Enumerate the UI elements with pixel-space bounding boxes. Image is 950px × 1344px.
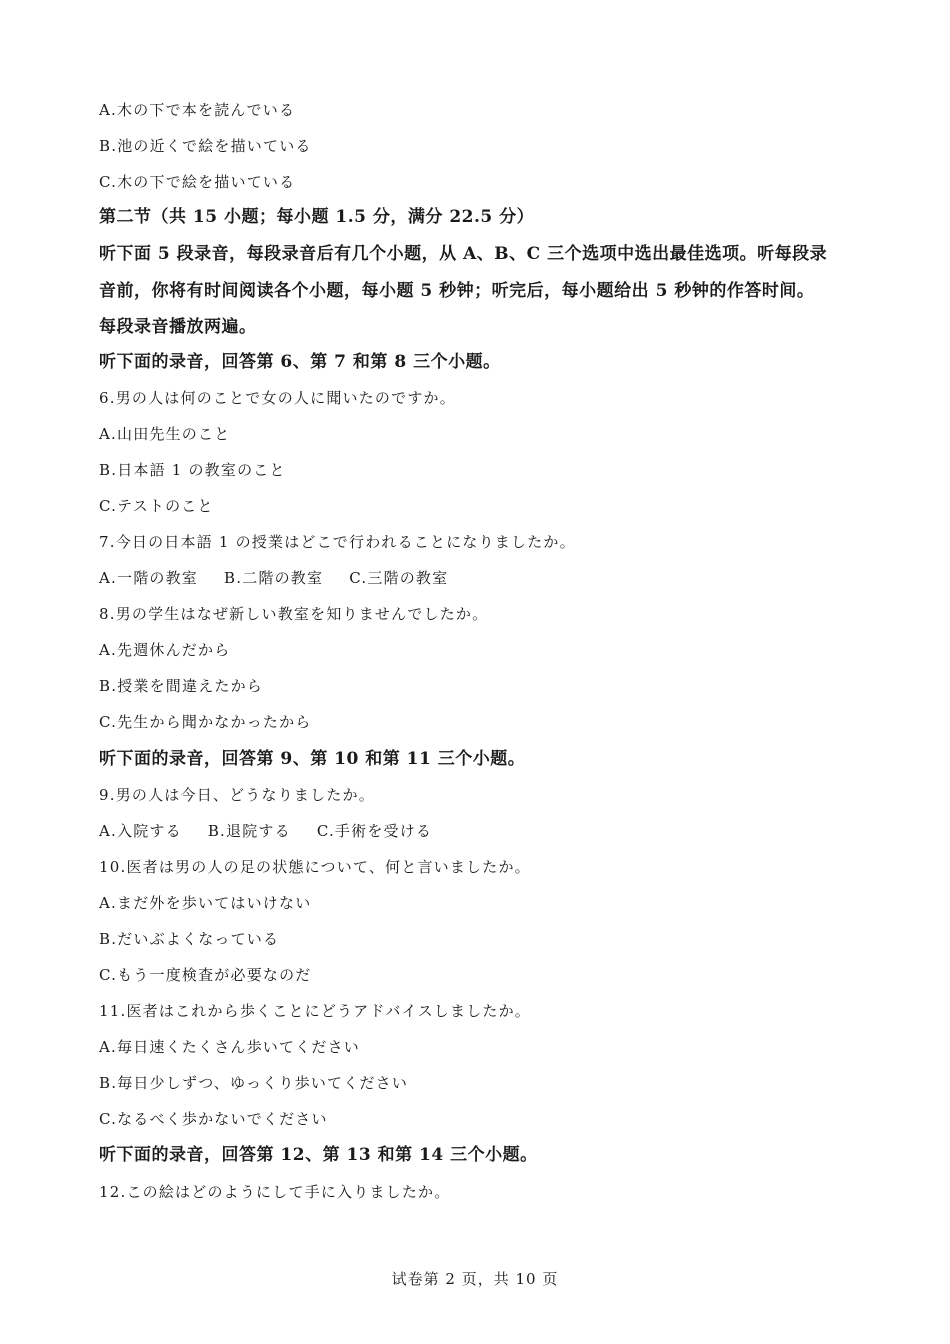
option-c: C.木の下で絵を描いている xyxy=(99,173,296,191)
option-b: B.池の近くで絵を描いている xyxy=(99,137,312,155)
option-c: C.先生から聞かなかったから xyxy=(99,713,312,731)
option-a: A.先週休んだから xyxy=(99,641,231,659)
group-heading: 听下面的录音，回答第 6、第 7 和第 8 三个小题。 xyxy=(99,352,501,372)
question-12: 12.この絵はどのようにして手に入りましたか。 xyxy=(99,1183,451,1201)
option-a: A.山田先生のこと xyxy=(99,425,231,443)
options-row xyxy=(99,568,448,588)
instruction-line: 音前，你将有时间阅读各个小题，每小题 5 秒钟；听完后，每小题给出 5 秒钟的作答时间。 xyxy=(99,281,815,301)
option-a: A.木の下で本を読んでいる xyxy=(99,101,296,119)
option-c: C.もう一度検査が必要なのだ xyxy=(99,966,312,984)
page-footer: 试卷第 2 页，共 10 页 xyxy=(391,1270,559,1288)
option-c: C.手術を受ける xyxy=(316,822,433,840)
question-8: 8.男の学生はなぜ新しい教室を知りませんでしたか。 xyxy=(99,605,489,623)
option-b: B.だいぶよくなっている xyxy=(99,930,280,948)
option-b: B.毎日少しずつ、ゆっくり歩いてください xyxy=(99,1074,409,1092)
group-heading: 听下面的录音，回答第 9、第 10 和第 11 三个小题。 xyxy=(99,749,526,769)
question-11: 11.医者はこれから歩くことにどうアドバイスしましたか。 xyxy=(99,1002,532,1020)
option-b: B.日本語 1 の教室のこと xyxy=(99,461,286,479)
option-b: B.授業を間違えたから xyxy=(99,677,263,695)
option-a: A.一階の教室 xyxy=(99,569,199,587)
option-c: C.テストのこと xyxy=(99,497,214,515)
group-heading: 听下面的录音，回答第 12、第 13 和第 14 三个小题。 xyxy=(99,1145,538,1165)
option-b: B.退院する xyxy=(207,822,291,840)
section-heading: 第二节（共 15 小题；每小题 1.5 分，满分 22.5 分） xyxy=(99,207,535,227)
question-6: 6.男の人は何のことで女の人に聞いたのですか。 xyxy=(99,389,456,407)
options-row xyxy=(99,821,432,841)
option-c: C.なるべく歩かないでください xyxy=(99,1110,328,1128)
question-7: 7.今日の日本語 1 の授業はどこで行われることになりましたか。 xyxy=(99,533,576,551)
instruction-line: 每段录音播放两遍。 xyxy=(99,317,257,337)
option-a: A.入院する xyxy=(99,822,182,840)
question-9: 9.男の人は今日、どうなりましたか。 xyxy=(99,786,375,804)
option-c: C.三階の教室 xyxy=(349,569,449,587)
option-a: A.まだ外を歩いてはいけない xyxy=(99,894,312,912)
question-10: 10.医者は男の人の足の状態について、何と言いましたか。 xyxy=(99,858,531,876)
instruction-line: 听下面 5 段录音，每段录音后有几个小题，从 A、B、C 三个选项中选出最佳选项。听每段录 xyxy=(99,244,828,264)
option-b: B.二階の教室 xyxy=(224,569,324,587)
option-a: A.毎日速くたくさん歩いてください xyxy=(99,1038,361,1056)
